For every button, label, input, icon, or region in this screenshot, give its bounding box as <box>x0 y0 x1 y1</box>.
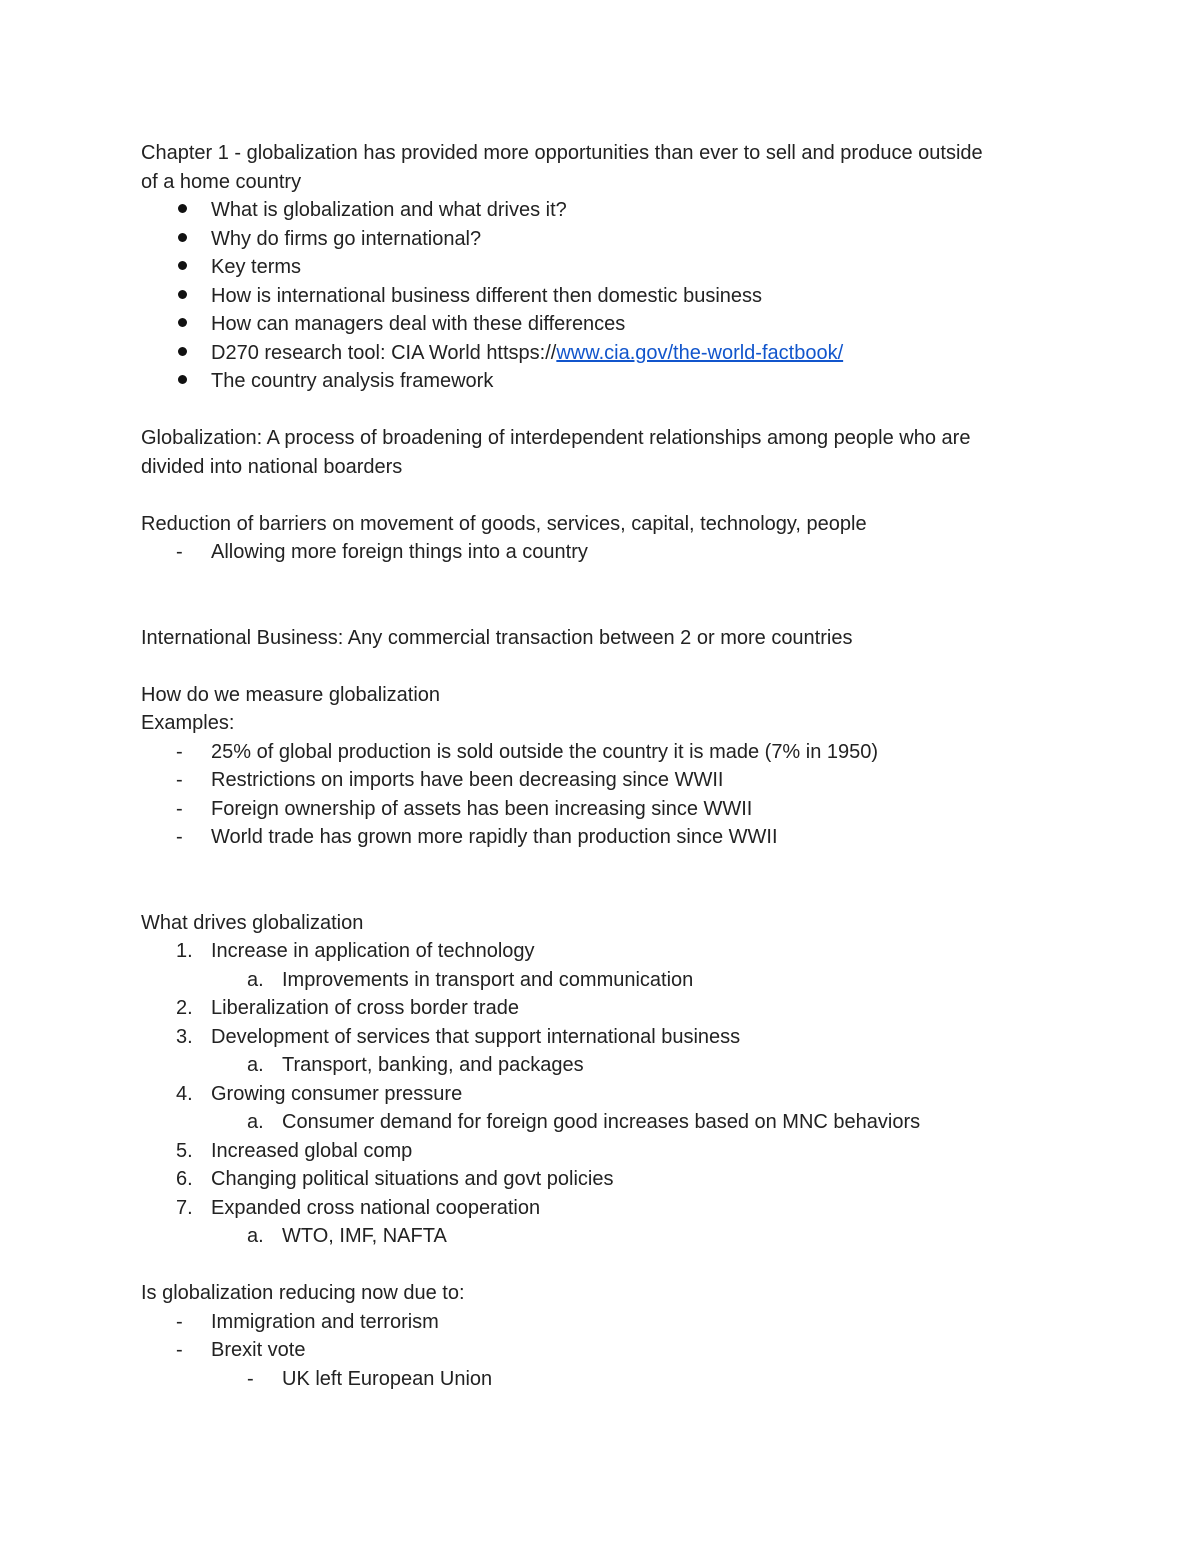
list-item <box>141 1023 1061 1052</box>
spacer <box>141 481 1061 510</box>
list-number: 7. <box>176 1196 193 1219</box>
list-item-text: UK left European Union <box>282 1367 493 1390</box>
list-item <box>141 766 1061 795</box>
list-item <box>141 253 1061 282</box>
bullet-icon <box>176 225 211 254</box>
list-item-text: Restrictions on imports have been decreasing since WWII <box>211 769 724 791</box>
dash-marker: - <box>176 769 183 791</box>
list-item <box>141 1194 1061 1223</box>
list-item-text: Increase in application of technology <box>211 940 535 962</box>
bullet-icon <box>176 367 211 396</box>
dash-marker: - <box>247 1367 254 1390</box>
list-item-text: Improvements in transport and communication <box>282 968 694 991</box>
list-item-text: 25% of global production is sold outside the country it is made (7% in 1950) <box>211 740 879 763</box>
list-item <box>141 1165 1061 1194</box>
list-item-text: Expanded cross national cooperation <box>211 1196 541 1219</box>
measure-heading: How do we measure globalization <box>141 683 441 706</box>
bullet-icon <box>176 339 211 368</box>
list-item-text: How can managers deal with these differences <box>211 313 626 335</box>
list-subitem <box>141 1108 1061 1137</box>
list-item-text: WTO, IMF, NAFTA <box>282 1225 447 1247</box>
list-subitem <box>141 1222 1061 1251</box>
list-number: 1. <box>176 940 193 962</box>
list-number: 4. <box>176 1082 193 1105</box>
list-item-text: What is globalization and what drives it? <box>211 199 567 221</box>
reducing-list <box>141 1308 1061 1394</box>
list-item <box>141 1080 1061 1109</box>
list-item-text: Brexit vote <box>211 1339 306 1361</box>
list-item-text: Immigration and terrorism <box>211 1310 439 1333</box>
bullet-icon <box>176 196 211 225</box>
list-item <box>141 823 1061 852</box>
intro-line-1: Chapter 1 - globalization has provided more opportunities than ever to sell and produce outside <box>141 142 983 164</box>
research-tool-prefix: D270 research tool: CIA World httsps:// <box>211 341 557 364</box>
chapter-bullet-list <box>141 196 1061 396</box>
list-item-text: Allowing more foreign things into a country <box>211 541 588 563</box>
list-item <box>141 310 1061 339</box>
list-item-text <box>211 339 843 368</box>
list-item-text: Growing consumer pressure <box>211 1082 463 1105</box>
list-item-text: Foreign ownership of assets has been increasing since WWII <box>211 797 753 820</box>
document-page <box>141 139 1061 1393</box>
bullet-icon <box>176 310 211 339</box>
list-item-text: The country analysis framework <box>211 370 494 392</box>
list-item-research-tool <box>141 339 1061 368</box>
globalization-definition-line-1: Globalization: A process of broadening of interdependent relationships among people who are <box>141 427 971 449</box>
cia-factbook-link[interactable]: www.cia.gov/the-world-factbook/ <box>556 341 844 364</box>
list-item <box>141 1137 1061 1166</box>
list-item <box>141 538 1061 567</box>
bullet-icon <box>176 253 211 282</box>
list-item-text: Increased global comp <box>211 1139 413 1162</box>
examples-list <box>141 738 1061 852</box>
spacer <box>141 852 1061 909</box>
intro-line-2: of a home country <box>141 170 302 193</box>
list-item <box>141 738 1061 767</box>
reducing-heading: Is globalization reducing now due to: <box>141 1282 465 1304</box>
list-number: 6. <box>176 1168 193 1190</box>
list-item <box>141 282 1061 311</box>
dash-marker: - <box>176 1339 183 1361</box>
list-item <box>141 1308 1061 1337</box>
list-number: 3. <box>176 1025 193 1048</box>
dash-marker: - <box>176 541 183 563</box>
drives-heading: What drives globalization <box>141 911 364 934</box>
list-number: 5. <box>176 1139 193 1162</box>
spacer <box>141 396 1061 425</box>
list-item <box>141 937 1061 966</box>
list-item <box>141 225 1061 254</box>
list-item <box>141 795 1061 824</box>
list-subitem <box>141 1051 1061 1080</box>
globalization-definition-line-2: divided into national boarders <box>141 455 403 478</box>
list-item-text: Liberalization of cross border trade <box>211 997 519 1019</box>
list-item <box>141 994 1061 1023</box>
list-item-text: Consumer demand for foreign good increases based on MNC behaviors <box>282 1111 921 1133</box>
list-letter: a. <box>247 1111 264 1133</box>
dash-marker: - <box>176 1310 183 1333</box>
list-item <box>141 196 1061 225</box>
dash-marker: - <box>176 797 183 820</box>
drives-list <box>141 937 1061 1251</box>
bullet-icon <box>176 282 211 311</box>
list-item-text: Transport, banking, and packages <box>282 1054 584 1076</box>
list-subitem <box>141 1365 1061 1394</box>
dash-marker: - <box>176 826 183 848</box>
list-item-text: Development of services that support international business <box>211 1025 741 1048</box>
list-item <box>141 367 1061 396</box>
international-business-definition: International Business: Any commercial transaction between 2 or more countries <box>141 626 853 649</box>
spacer <box>141 652 1061 681</box>
reduction-text: Reduction of barriers on movement of goods, services, capital, technology, people <box>141 512 867 535</box>
list-letter: a. <box>247 1054 264 1076</box>
spacer <box>141 567 1061 624</box>
dash-marker: - <box>176 740 183 763</box>
list-letter: a. <box>247 968 264 991</box>
list-item-text: How is international business different then domestic business <box>211 284 763 307</box>
list-letter: a. <box>247 1225 264 1247</box>
list-number: 2. <box>176 997 193 1019</box>
list-subitem <box>141 966 1061 995</box>
list-item-text: Why do firms go international? <box>211 227 482 250</box>
list-item <box>141 1336 1061 1365</box>
list-item-text: World trade has grown more rapidly than production since WWII <box>211 826 778 848</box>
list-item-text: Changing political situations and govt policies <box>211 1168 614 1190</box>
list-item-text: Key terms <box>211 256 302 278</box>
spacer <box>141 1251 1061 1280</box>
examples-label: Examples: <box>141 712 235 734</box>
